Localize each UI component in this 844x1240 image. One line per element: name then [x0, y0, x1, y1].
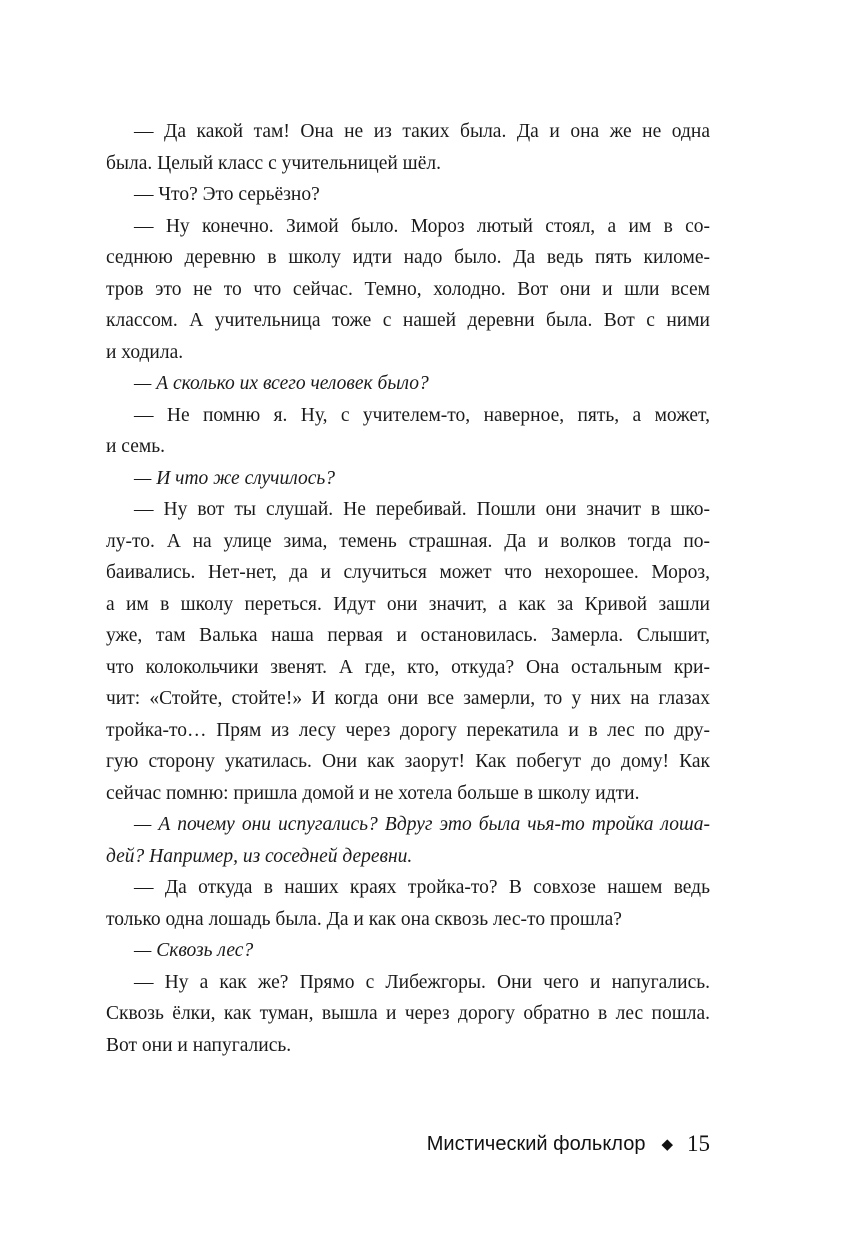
- text-line: тров это не то что сейчас. Темно, холодно. Вот они и шли всем: [106, 278, 710, 300]
- text-line: — Не помню я. Ну, с учителем-то, наверное, пять, а может,: [134, 404, 710, 426]
- text-line-question: дей? Например, из соседней деревни.: [106, 845, 413, 867]
- diamond-separator-icon: ◆: [661, 1135, 673, 1153]
- text-line-question: — А почему они испугались? Вдруг это была чья-то тройка лоша-: [134, 814, 710, 835]
- text-line: — Ну конечно. Зимой было. Мороз лютый стоял, а им в со-: [134, 215, 710, 237]
- page-number: 15: [687, 1131, 710, 1156]
- text-line-question: — И что же случилось?: [134, 467, 335, 489]
- text-line: чит: «Стойте, стойте!» И когда они все замерли, то у них на глазах: [106, 688, 710, 709]
- page-text: [106, 116, 710, 1061]
- text-line: и семь.: [106, 436, 165, 457]
- text-line: — Да какой там! Она не из таких была. Да и она же не одна: [134, 121, 710, 142]
- text-line: уже, там Валька наша первая и остановилась. Замерла. Слышит,: [106, 625, 710, 646]
- book-title: Мистический фольклор: [426, 1132, 646, 1155]
- text-line: Вот они и напугались.: [106, 1034, 292, 1056]
- text-line: баивались. Нет-нет, да и случиться может что нехорошее. Мороз,: [106, 562, 710, 583]
- text-line: — Да откуда в наших краях тройка-то? В совхозе нашем ведь: [134, 877, 710, 898]
- text-line: а им в школу переться. Идут они значит, а как за Кривой зашли: [106, 593, 710, 615]
- text-line: была. Целый класс с учительницей шёл.: [106, 152, 441, 174]
- text-line: — Что? Это серьёзно?: [134, 184, 320, 205]
- text-line: тройка-то… Прям из лесу через дорогу перекатила и в лес по дру-: [106, 719, 710, 741]
- text-line-question: — А сколько их всего человек было?: [134, 373, 429, 394]
- text-line: — Ну вот ты слушай. Не перебивай. Пошли они значит в шко-: [134, 499, 710, 520]
- text-line: что колокольчики звенят. А где, кто, откуда? Она остальным кри-: [106, 656, 710, 678]
- text-line: — Ну а как же? Прямо с Либежгоры. Они чего и напугались.: [134, 971, 710, 993]
- text-line: только одна лошадь была. Да и как она сквозь лес-то прошла?: [106, 908, 622, 930]
- text-line: сейчас помню: пришла домой и не хотела больше в школу идти.: [106, 782, 640, 804]
- text-line-question: — Сквозь лес?: [134, 940, 254, 961]
- text-line: классом. А учительница тоже с нашей деревни была. Вот с ними: [106, 310, 710, 331]
- text-line: и ходила.: [106, 341, 184, 363]
- text-line: лу-то. А на улице зима, темень страшная. Да и волков тогда по-: [106, 530, 710, 552]
- text-line: Сквозь ёлки, как туман, вышла и через дорогу обратно в лес пошла.: [106, 1003, 710, 1024]
- running-footer: [427, 1124, 710, 1164]
- text-line: гую сторону укатилась. Они как заорут! Как побегут до дому! Как: [106, 751, 710, 772]
- text-line: седнюю деревню в школу идти надо было. Да ведь пять киломе-: [106, 247, 710, 268]
